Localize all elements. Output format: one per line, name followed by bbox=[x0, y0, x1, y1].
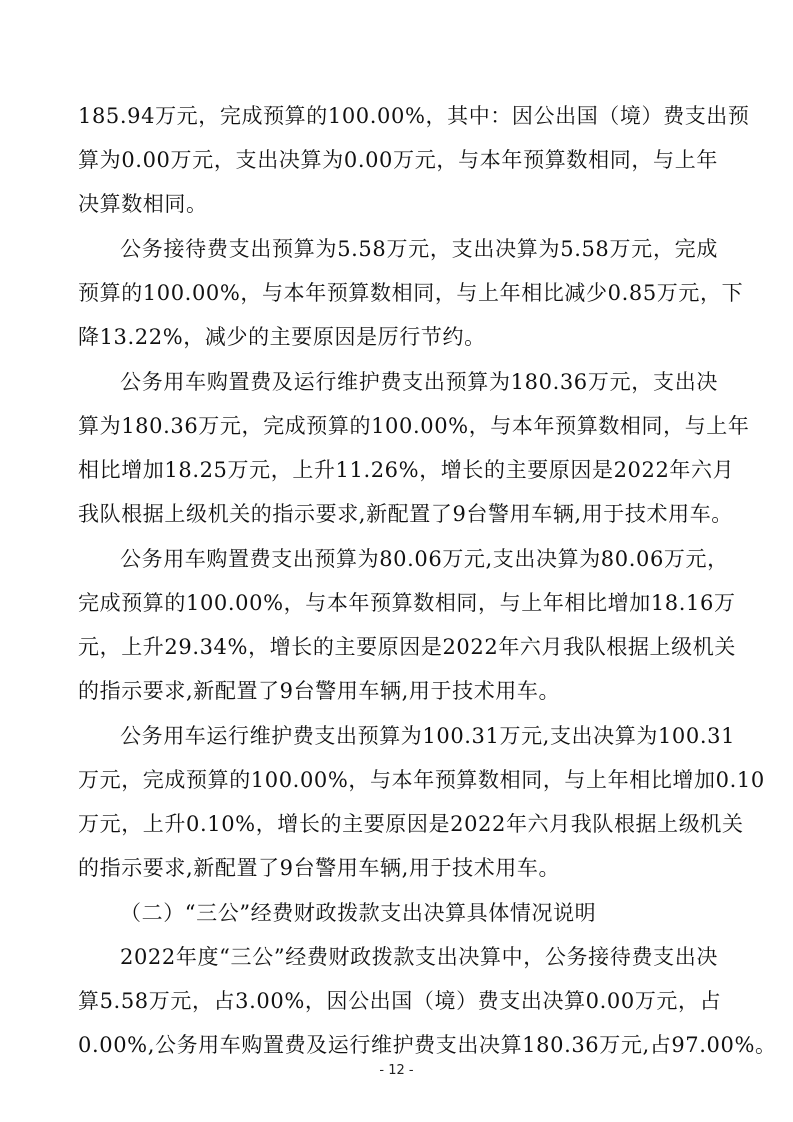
paragraph-line: 公务用车购置费支出预算为80.06万元,支出决算为80.06万元， bbox=[120, 547, 729, 571]
paragraph-line: 公务接待费支出预算为5.58万元，支出决算为5.58万元，完成 bbox=[120, 237, 718, 261]
paragraph-line: 的指示要求,新配置了9台警用车辆,用于技术用车。 bbox=[78, 679, 561, 703]
paragraph-line: 万元，上升0.10%，增长的主要原因是2022年六月我队根据上级机关 bbox=[78, 812, 744, 836]
paragraph-line: 2022年度“三公”经费财政拨款支出决算中，公务接待费支出决 bbox=[120, 945, 718, 969]
paragraph-line: 算为180.36万元，完成预算的100.00%，与本年预算数相同，与上年 bbox=[78, 414, 750, 438]
paragraph-line: 算5.58万元，占3.00%，因公出国（境）费支出决算0.00万元，占 bbox=[78, 989, 722, 1013]
paragraph-line: 降13.22%，减少的主要原因是厉行节约。 bbox=[78, 325, 486, 349]
paragraph-line: 算为0.00万元，支出决算为0.00万元，与本年预算数相同，与上年 bbox=[78, 148, 718, 172]
page-number: - 12 - bbox=[379, 1063, 414, 1078]
paragraph-line: 0.00%,公务用车购置费及运行维护费支出决算180.36万元,占97.00%。 bbox=[78, 1033, 777, 1057]
section-heading: （二）“三公”经费财政拨款支出决算具体情况说明 bbox=[120, 901, 597, 925]
paragraph-line: 预算的100.00%，与本年预算数相同，与上年相比减少0.85万元，下 bbox=[78, 281, 744, 305]
paragraph-line: 元，上升29.34%，增长的主要原因是2022年六月我队根据上级机关 bbox=[78, 635, 736, 659]
paragraph-line: 完成预算的100.00%，与本年预算数相同，与上年相比增加18.16万 bbox=[78, 591, 736, 615]
paragraph-line: 公务用车运行维护费支出预算为100.31万元,支出决算为100.31 bbox=[120, 724, 736, 748]
paragraph-line: 我队根据上级机关的指示要求,新配置了9台警用车辆,用于技术用车。 bbox=[78, 502, 733, 526]
paragraph-line: 公务用车购置费及运行维护费支出预算为180.36万元，支出决 bbox=[120, 370, 718, 394]
paragraph-line: 万元，完成预算的100.00%，与本年预算数相同，与上年相比增加0.10 bbox=[78, 768, 765, 792]
paragraph-line: 185.94万元，完成预算的100.00%，其中：因公出国（境）费支出预 bbox=[78, 104, 750, 128]
paragraph-line: 的指示要求,新配置了9台警用车辆,用于技术用车。 bbox=[78, 856, 561, 880]
paragraph-line: 相比增加18.25万元，上升11.26%，增长的主要原因是2022年六月 bbox=[78, 458, 735, 482]
paragraph-line: 决算数相同。 bbox=[78, 192, 208, 216]
